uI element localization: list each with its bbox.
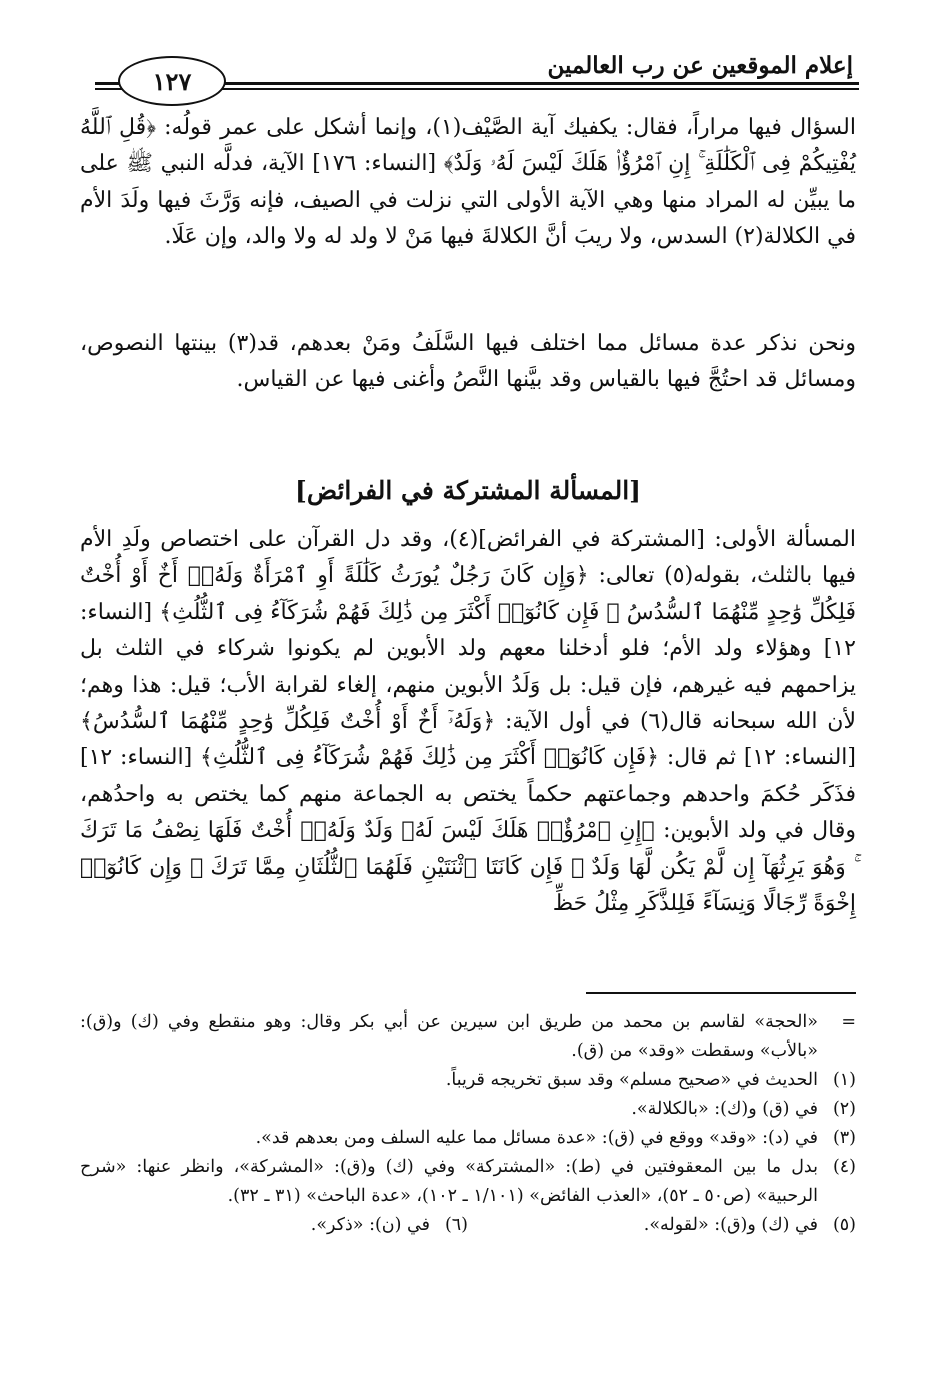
footnote-3 — [80, 1124, 856, 1153]
footnote-continuation — [80, 1008, 856, 1066]
footnote-number: (٣) — [832, 1128, 856, 1148]
footnote-text: في (ن): «ذكر». — [310, 1215, 430, 1235]
paragraph-3: المسألة الأولى: [المشتركة في الفرائض](٤)، وقد دل القرآن على اختصاص ولَدِ الأم فيها بالثلث، بقوله(٥) تعالى: ﴿وَإِن كَانَ رَجُلٌ يُورَثُ كَلَٰلَةً أَوِ ٱمْرَأَةٌ وَلَهُۥٓ أَخٌ أَوْ أُخْتٌ فَلِكُلِّ وَٰحِدٍ مِّنْهُمَا ٱلسُّدُسُ ۚ فَإِن كَانُوٓا۟ أَكْثَرَ مِن ذَٰلِكَ فَهُمْ شُرَكَآءُ فِى ٱلثُّلُثِ﴾ [النساء: ١٢] وهؤلاء ولد الأم؛ فلو أدخلنا معهم ولد الأبوين لم يكونوا شركاء في الثلث بل يزاحمهم فيه غيرهم، فإن قيل: بل وَلَدُ الأبوين منهم، إلغاء لقرابة الأب؛ قيل: هذا وهم؛ لأن الله سبحانه قال(٦) في أول الآية: ﴿وَلَهُۥٓ أَخٌ أَوْ أُخْتٌ فَلِكُلِّ وَٰحِدٍ مِّنْهُمَا ٱلسُّدُسُ﴾ [النساء: ١٢] ثم قال: ﴿فَإِن كَانُوٓا۟ أَكْثَرَ مِن ذَٰلِكَ فَهُمْ شُرَكَآءُ فِى ٱلثُّلُثِ﴾ [النساء: ١٢] فذَكَر حُكمَ واحدهم وجماعتهم حكماً يختص به الجماعة منهم كما يختص به واحدُهم، وقال في ولد الأبوين: ﴿إِنِ ٱمْرُؤٌا۟ هَلَكَ لَيْسَ لَهُۥ وَلَدٌ وَلَهُۥٓ أُخْتٌ فَلَهَا نِصْفُ مَا تَرَكَ ۚ وَهُوَ يَرِثُهَآ إِن لَّمْ يَكُن لَّهَا وَلَدٌ ۚ فَإِن كَانَتَا ٱثْنَتَيْنِ فَلَهُمَا ٱلثُّلُثَانِ مِمَّا تَرَكَ ۚ وَإِن كَانُوٓا۟ إِخْوَةً رِّجَالًا وَنِسَآءً فَلِلذَّكَرِ مِثْلُ حَظِّ — [80, 527, 856, 917]
footnote-5 — [468, 1211, 856, 1240]
page-number: ١٢٧ — [152, 66, 192, 96]
footnote-text: الحديث في «صحيح مسلم» وقد سبق تخريجه قريباً. — [445, 1070, 818, 1090]
footnote-number: = — [841, 1012, 856, 1032]
footnote-row — [80, 1211, 856, 1240]
paragraph-2: ونحن نذكر عدة مسائل مما اختلف فيها السَّلَفُ ومَنْ بعدهم، قد(٣) بينتها النصوص، ومسائل قد احتُجَّ فيها بالقياس وقد بيَّنها النَّصُ وأغنى فيها عن القياس. — [80, 331, 856, 393]
footnote-2 — [80, 1095, 856, 1124]
paragraph-1: السؤال فيها مراراً، فقال: يكفيك آية الصَّيْف(١)، وإنما أشكل على عمر قولُه: ﴿قُلِ ٱللَّهُ يُفْتِيكُمْ فِى ٱلْكَلَٰلَةِ ۚ إِنِ ٱمْرُؤٌا۟ هَلَكَ لَيْسَ لَهُۥ وَلَدٌ﴾ [النساء: ١٧٦] الآية، فدلَّه النبي ﷺ على ما يبيِّن له المراد منها وهي الآية الأولى التي نزلت في الصيف، فإنه وَرَّثَ فيها ولَدَ الأم في الكلالة(٢) السدس، ولا ريبَ أنَّ الكلالةَ فيها مَنْ لا ولد له ولا والد، وإن عَلَا. — [80, 115, 856, 250]
footnote-number: (٦) — [444, 1215, 468, 1235]
footnote-6 — [80, 1211, 468, 1240]
footnote-separator — [586, 992, 856, 994]
footnote-number: (٥) — [832, 1215, 856, 1235]
footnote-1 — [80, 1066, 856, 1095]
footnote-text: بدل ما بين المعقوفتين في (ط): «المشتركة» وفي (ك) و(ق): «المشركة»، وانظر عنها: «شرح الرحبية» (ص٥٠ ـ ٥٢)، «العذب الفائض» (١/١٠١ ـ ١٠٢)، «عدة الباحث» (٣١ ـ ٣٢). — [80, 1157, 818, 1206]
footnote-number: (٢) — [832, 1099, 856, 1119]
running-header-title: إعلام الموقعين عن رب العالمين — [547, 52, 853, 79]
page-number-badge — [118, 56, 226, 106]
footnote-text: في (ق) و(ك): «بالكلالة». — [631, 1099, 818, 1119]
footnotes — [80, 1008, 856, 1240]
footnote-text: «الحجة» لقاسم بن محمد من طريق ابن سيرين عن أبي بكر وقال: وهو منقطع وفي (ك) و(ق): «بالأب» وسقطت «وقد» من (ق). — [80, 1012, 818, 1061]
section-heading: [المسألة المشتركة في الفرائض] — [294, 476, 641, 505]
footnote-text: في (ك) و(ق): «لقوله». — [643, 1215, 818, 1235]
footnote-number: (١) — [832, 1070, 856, 1090]
footnote-number: (٤) — [832, 1157, 856, 1177]
footnote-text: في (د): «وقد» ووقع في (ق): «عدة مسائل مما عليه السلف ومن بعدهم قد». — [255, 1128, 818, 1148]
footnote-4 — [80, 1153, 856, 1211]
